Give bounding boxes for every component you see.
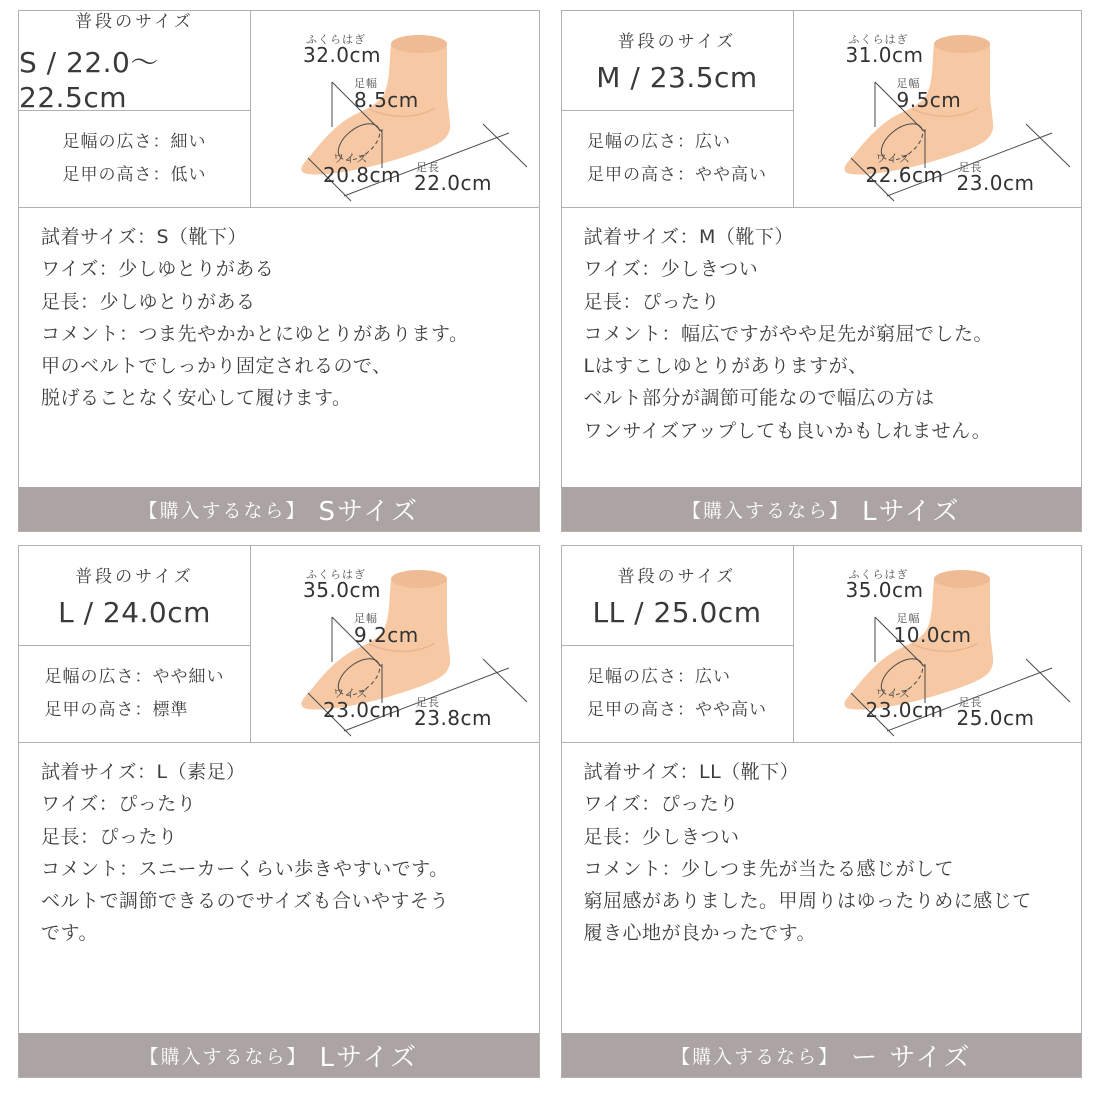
review-line: ワイズ：ぴったり: [583, 793, 739, 816]
calf-label: ふくらはぎ: [848, 33, 909, 46]
foot-length-label: 足長: [958, 696, 983, 709]
purchase-size: ー サイズ: [851, 1042, 972, 1073]
panel-top-section: [19, 546, 539, 743]
review-line: 甲のベルトでしっかり固定されるので、: [41, 355, 392, 378]
size-panel-l: [18, 545, 540, 1078]
panel-top-section: [562, 546, 1082, 743]
fitting-review: [19, 743, 539, 1033]
foot-width-line: 足幅の広さ：広い: [587, 131, 731, 152]
foot-width-line: 足幅の広さ：細い: [62, 131, 207, 152]
review-line: ワイズ：ぴったり: [41, 793, 197, 816]
review-line: 足長：少しきつい: [583, 825, 740, 848]
instep-height-line: 足甲の高さ：低い: [62, 165, 207, 185]
foot-width-value: 8.5cm: [354, 88, 419, 112]
foot-width-value: 9.5cm: [896, 88, 962, 112]
review-line: コメント：つま先やかかとにゆとりがあります。: [41, 322, 469, 345]
foot-length-label: 足長: [958, 161, 983, 174]
calf-label: ふくらはぎ: [848, 568, 909, 581]
usual-size-header: [562, 546, 793, 646]
info-column: [562, 11, 794, 207]
foot-width-line: 足幅の広さ：広い: [587, 666, 731, 687]
info-column: [19, 11, 251, 207]
foot-width-value: 9.2cm: [354, 623, 419, 647]
calf-value: 35.0cm: [303, 578, 382, 602]
review-line: ワイズ：少しきつい: [583, 258, 759, 281]
usual-size-value: L / 24.0cm: [58, 596, 211, 629]
foot-properties: [19, 646, 250, 742]
foot-measurement-diagram: [251, 546, 539, 742]
review-line: ベルト部分が調節可能なので幅広の方は: [583, 387, 935, 410]
fitting-review: [19, 208, 539, 487]
wise-value: 20.8cm: [323, 163, 402, 187]
foot-width-label: 足幅: [896, 77, 921, 90]
wise-label: ワイズ: [875, 152, 912, 165]
info-column: [562, 546, 794, 742]
wise-value: 23.0cm: [323, 698, 402, 722]
foot-length-value: 25.0cm: [956, 706, 1035, 730]
wise-label: ワイズ: [333, 687, 369, 700]
purchase-size: Lサイズ: [862, 496, 961, 527]
review-line: 足長：ぴったり: [583, 290, 721, 313]
size-panel-m: [561, 10, 1083, 532]
instep-height-line: 足甲の高さ：やや高い: [587, 165, 767, 185]
foot-properties: [562, 111, 793, 207]
foot-properties: [562, 646, 793, 742]
instep-height-line: 足甲の高さ：標準: [44, 700, 189, 720]
wise-label: ワイズ: [333, 152, 369, 165]
usual-size-header: [19, 546, 250, 646]
foot-length-label: 足長: [416, 696, 440, 709]
panel-top-section: [19, 11, 539, 208]
calf-value: 32.0cm: [303, 43, 382, 67]
purchase-size: Lサイズ: [319, 1042, 418, 1073]
purchase-label: 【購入するなら】: [138, 499, 307, 522]
usual-size-value: M / 23.5cm: [596, 61, 758, 94]
wise-value: 22.6cm: [865, 163, 944, 187]
usual-size-label: 普段のサイズ: [617, 567, 737, 587]
usual-size-header: [562, 11, 793, 111]
review-line: 試着サイズ：M（靴下）: [583, 226, 794, 248]
purchase-label: 【購入するなら】: [671, 1045, 840, 1068]
usual-size-label: 普段のサイズ: [617, 32, 737, 52]
review-line: ワイズ：少しゆとりがある: [41, 258, 275, 281]
foot-length-value: 22.0cm: [414, 171, 493, 195]
instep-height-line: 足甲の高さ：やや高い: [587, 700, 767, 720]
usual-size-value: LL / 25.0cm: [592, 596, 762, 629]
foot-length-label: 足長: [416, 161, 440, 174]
foot-width-label: 足幅: [354, 77, 378, 90]
review-line: ワンサイズアップしても良いかもしれません。: [583, 419, 992, 442]
review-line: 試着サイズ：LL（靴下）: [583, 761, 800, 783]
size-panel-ll: [561, 545, 1083, 1078]
purchase-label: 【購入するなら】: [682, 499, 851, 522]
foot-properties: [19, 111, 250, 207]
review-line: 試着サイズ：L（素足）: [41, 761, 246, 783]
usual-size-label: 普段のサイズ: [75, 12, 194, 32]
calf-label: ふくらはぎ: [306, 33, 366, 46]
review-line: コメント：少しつま先が当たる感じがして: [583, 857, 955, 880]
review-line: 足長：ぴったり: [41, 825, 178, 848]
review-line: 履き心地が良かったです。: [583, 922, 816, 945]
fitting-review: [562, 208, 1082, 487]
foot-width-line: 足幅の広さ：やや細い: [44, 666, 225, 687]
wise-value: 23.0cm: [865, 698, 944, 722]
review-line: です。: [41, 922, 98, 945]
fitting-review: [562, 743, 1082, 1033]
calf-label: ふくらはぎ: [306, 568, 366, 581]
wise-label: ワイズ: [875, 687, 912, 700]
review-line: ベルトで調節できるのでサイズも合いやすそう: [41, 890, 449, 913]
purchase-size: Sサイズ: [318, 496, 419, 527]
calf-value: 31.0cm: [845, 43, 924, 67]
foot-width-label: 足幅: [896, 612, 921, 625]
purchase-recommendation-bar: [562, 1033, 1082, 1077]
info-column: [19, 546, 251, 742]
foot-measurement-diagram: [794, 546, 1082, 742]
foot-width-value: 10.0cm: [893, 623, 972, 647]
review-line: コメント：幅広ですがやや足先が窮屈でした。: [583, 322, 994, 345]
usual-size-header: [19, 11, 250, 114]
foot-width-label: 足幅: [354, 612, 378, 625]
review-line: 脱げることなく安心して履けます。: [41, 387, 352, 410]
purchase-recommendation-bar: [562, 487, 1082, 531]
purchase-recommendation-bar: [19, 487, 539, 531]
review-line: 足長：少しゆとりがある: [41, 290, 256, 313]
review-line: Lはすこしゆとりがありますが、: [583, 355, 868, 378]
size-panel-s: [18, 10, 540, 532]
purchase-label: 【購入するなら】: [139, 1045, 308, 1068]
review-line: コメント：スニーカーくらい歩きやすいです。: [41, 857, 449, 880]
review-line: 試着サイズ：S（靴下）: [41, 226, 248, 248]
review-line: 窮屈感がありました。甲周りはゆったりめに感じて: [583, 890, 1032, 913]
usual-size-value: S / 22.0〜22.5cm: [19, 46, 159, 114]
calf-value: 35.0cm: [845, 578, 924, 602]
panel-top-section: [562, 11, 1082, 208]
foot-measurement-diagram: [794, 11, 1082, 207]
purchase-recommendation-bar: [19, 1033, 539, 1077]
foot-measurement-diagram: [251, 11, 539, 207]
foot-length-value: 23.8cm: [414, 706, 493, 730]
usual-size-label: 普段のサイズ: [75, 567, 194, 587]
foot-length-value: 23.0cm: [956, 171, 1035, 195]
